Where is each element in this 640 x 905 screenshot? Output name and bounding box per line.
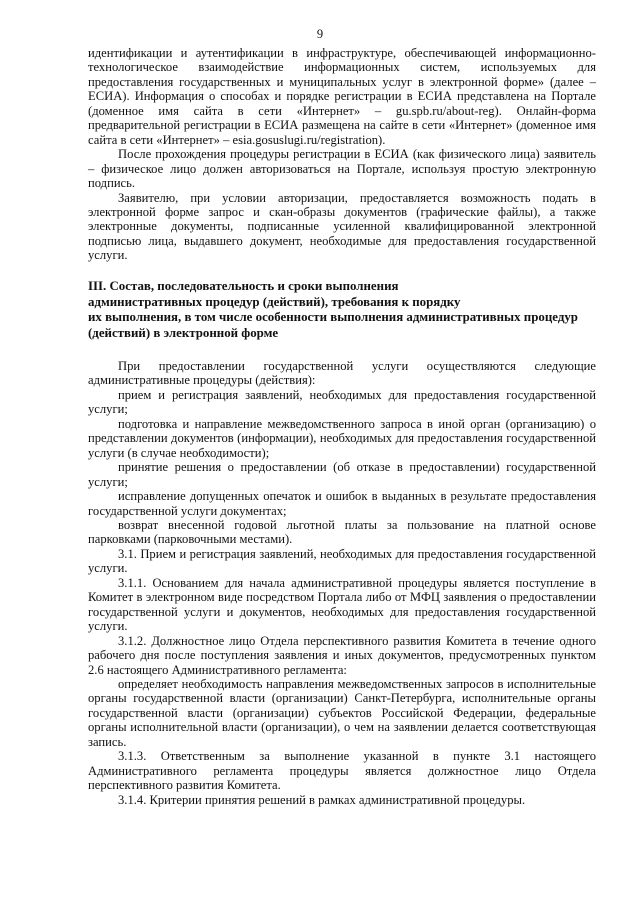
procedure-list-item: прием и регистрация заявлений, необходимых для предоставления государственной услуги; xyxy=(88,387,596,417)
section-heading-line: их выполнения, в том числе особенности выполнения административных процедур xyxy=(88,310,578,325)
spacer xyxy=(88,342,596,359)
clause-3-1-2: 3.1.2. Должностное лицо Отдела перспективного развития Комитета в течение одного рабочего дня после поступления заявления и иных документов, предусмотренных пунктом 2.6 настоящего Административного регламента: xyxy=(88,633,596,677)
paragraph-esia-authorization: После прохождения процедуры регистрации в ЕСИА (как физического лица) заявитель – физическое лицо должен авторизоваться на Портале, используя простую электронную подпись. xyxy=(88,147,596,191)
clause-3-1-3: 3.1.3. Ответственным за выполнение указанной в пункте 3.1 настоящего Административного регламента процедуры является должностное лицо Отдела перспективного развития Комитета. xyxy=(88,749,596,793)
spacer xyxy=(88,263,596,279)
procedure-list-item: принятие решения о предоставлении (об отказе в предоставлении) государственной услуги; xyxy=(88,460,596,489)
page-body xyxy=(88,46,596,807)
paragraph-applicant-submission: Заявителю, при условии авторизации, предоставляется возможность подать в электронной форме запрос и скан-образы документов (графические файлы), а также электронные документы, подписанные усиленной квалифицированной электронной подписью лица, выдавшего документ, необходимые для предоставления государственной услуги. xyxy=(88,190,596,263)
page-number: 9 xyxy=(316,27,324,41)
section-heading-line: административных процедур (действий), требования к порядку xyxy=(88,294,461,309)
clause-3-1-1: 3.1.1. Основанием для начала административной процедуры является поступление в Комитет в электронном виде посредством Портала либо от МФЦ заявления о предоставлении государственной услуги и документов, необходимых для предоставления государственной услуги. xyxy=(88,575,596,634)
section-heading-line: (действий) в электронной форме xyxy=(88,326,279,341)
clause-3-1: 3.1. Прием и регистрация заявлений, необходимых для предоставления государственной услуги. xyxy=(88,546,596,576)
clause-3-1-2-action: определяет необходимость направления межведомственных запросов в исполнительные органы государственной власти (организации) Санкт-Петербурга, исполнительные органы государственной власти (организации) субъектов Российской Федерации, федеральные органы исполнительной власти (организации), о чем на заявлении делается соответствующая запись. xyxy=(88,676,596,749)
section-heading xyxy=(88,279,596,342)
procedure-list-item: исправление допущенных опечаток и ошибок в выданных в результате предоставления государственной услуги документах; xyxy=(88,489,596,518)
clause-3-1-4: 3.1.4. Критерии принятия решений в рамках административной процедуры. xyxy=(118,792,526,807)
section-heading-line: III. Состав, последовательность и сроки выполнения xyxy=(88,278,399,293)
paragraph-procedures-intro: При предоставлении государственной услуги осуществляются следующие административные процедуры (действия): xyxy=(88,358,596,388)
procedure-list-item: подготовка и направление межведомственного запроса в иной орган (организацию) о представлении документов (информации), необходимых для предоставления государственной услуги (в случае необходимости); xyxy=(88,416,596,460)
procedure-list-item: возврат внесенной годовой льготной платы за пользование на платной основе парковками (парковочными местами). xyxy=(88,517,596,547)
paragraph-esia-continuation: идентификации и аутентификации в инфраструктуре, обеспечивающей информационно-технологическое взаимодействие информационных систем, используемых для предоставления государственных и муниципальных услуг в электронной форме» (далее – ЕСИА). Информация о способах и порядке регистрации в ЕСИА представлена на Портале (доменное имя сайта в сети «Интернет» – gu.spb.ru/about-reg). Онлайн-форма предварительной регистрации в ЕСИА размещена на сайте в сети «Интернет» (доменное имя сайта в сети «Интернет» – esia.gosuslugi.ru/registration). xyxy=(88,46,596,147)
